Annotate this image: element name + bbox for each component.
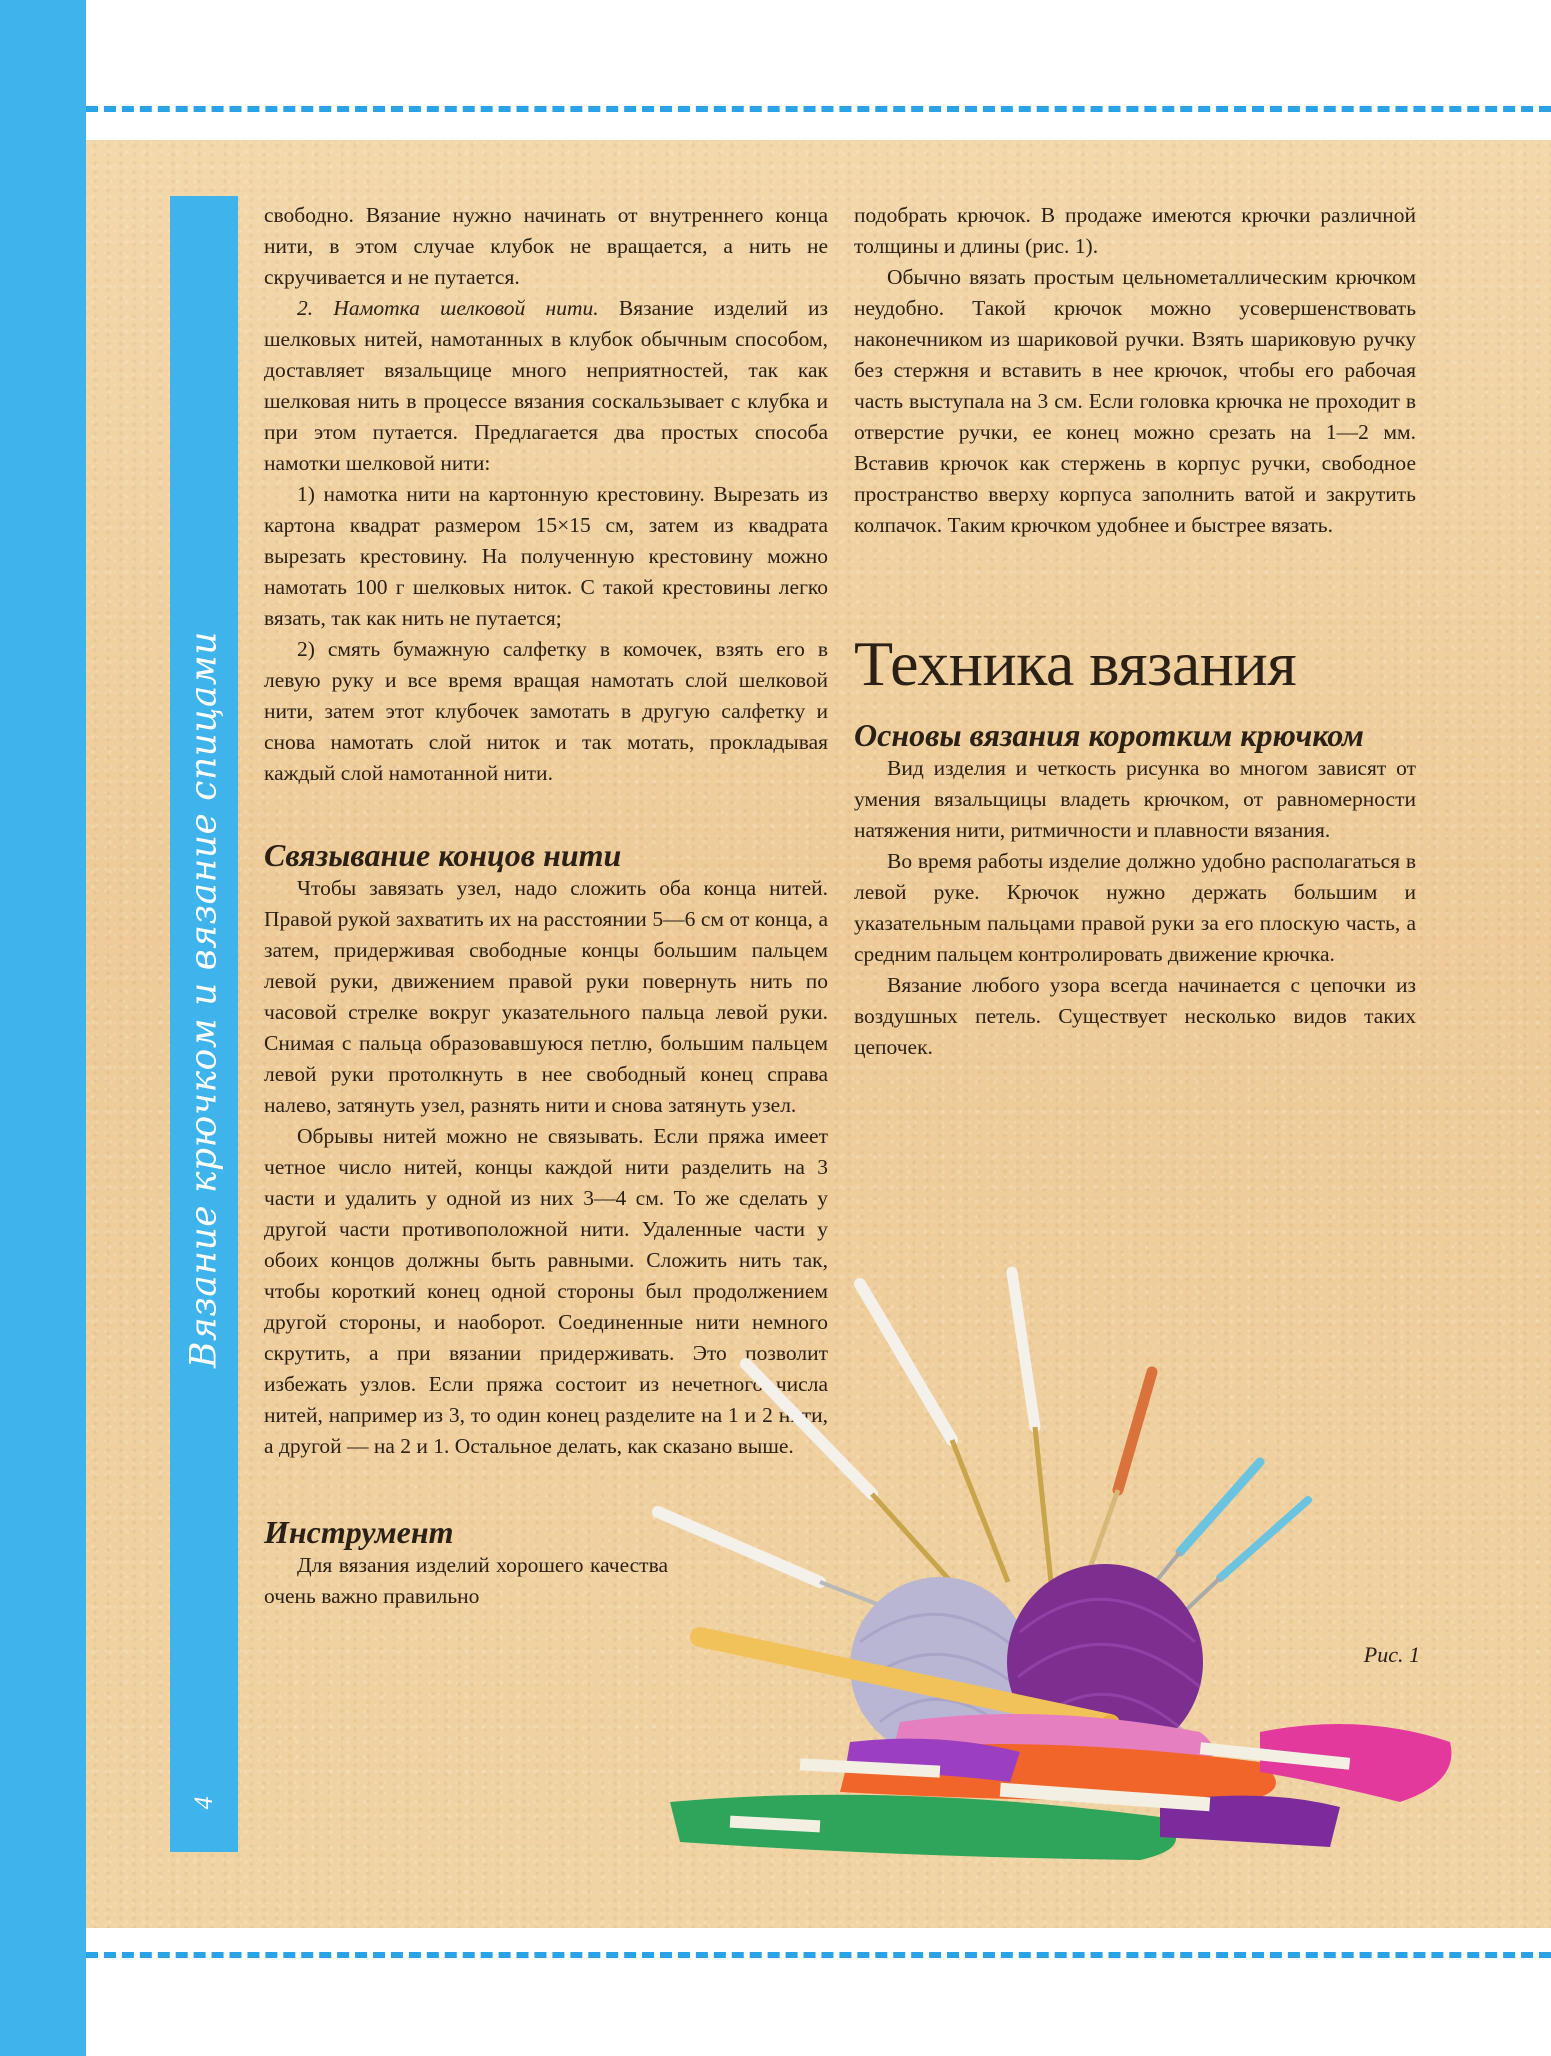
paragraph-basics-2: Во время работы изделие должно удобно располагаться в левой руке. Крючок нужно держать большим и указательным пальцами правой руки за его плоскую часть, а средним пальцем контролировать движение крючка. xyxy=(854,849,1416,966)
tying-2-text: Обрывы нитей можно не связывать. Если пряжа имеет четное число нитей, концы каждой нити разделить на 3 части и удалить у одной из них 3—4 см. То же сделать у другой части противоположной нити. Удаленные части у обоих концов должны быть равными. Сложить нить так, чтобы короткий конец одной стороны был продолжением другой стороны, и наоборот. Соединенные нити немного скрутить, а при вязании придерживать. Это позволит избежать узлов. Если пряжа состоит из нечетного числа нитей, например из 3, то один конец разделите на 1 и 2 нити, а другой — на 2 и 1. Остальное делать, как сказано выше. xyxy=(264,1124,828,1458)
paragraph-hook-1: подобрать крючок. В продаже имеются крючки различной толщины и длины (рис. 1). xyxy=(854,203,1416,258)
paragraph-intro: свободно. Вязание нужно начинать от внутреннего конца нити, в этом случае клубок не вращается, а нить не скручивается и не путается. xyxy=(264,203,828,289)
hook-white-3 xyxy=(746,1364,980,1614)
paragraph-tool: Для вязания изделий хорошего качества очень важно правильно xyxy=(264,1553,668,1608)
paragraph-hook-2: Обычно вязать простым цельнометаллическим крючком неудобно. Такой крючок можно усовершенствовать наконечником из шариковой ручки. Взять шариковую ручку без стержня и вставить в нее крючок, чтобы его рабочая часть выступала на 3 см. Если головка крючка не проходит в отверстие ручки, ее конец можно срезать на 1—2 мм. Вставив крючок как стержень в корпус ручки, свободное пространство вверху корпуса заполнить ватой и закрутить колпачок. Таким крючком удобнее и быстрее вязать. xyxy=(854,265,1416,537)
silk-label: 2. Намотка шелковой нити. xyxy=(297,296,599,320)
top-dashed-border xyxy=(86,106,1551,112)
bottom-dashed-border xyxy=(86,1952,1551,1958)
paragraph-basics-1: Вид изделия и четкость рисунка во многом зависят от умения вязальщицы владеть крючком, от равномерности натяжения нити, ритмичности и плавности вязания. xyxy=(854,756,1416,842)
paragraph-method-1: 1) намотка нити на картонную крестовину. Вырезать из картона квадрат размером 15×15 см, затем из квадрата вырезать крестовину. На полученную крестовину можно намотать 100 г шелковых ниток. С такой крестовины легко вязать, так как нить не путается; xyxy=(264,482,828,630)
crochet-hooks-illustration xyxy=(640,1262,1470,1862)
section-title: Техника вязания xyxy=(854,628,1297,699)
page-number: 4 xyxy=(189,1796,218,1810)
running-title: Вязание крючком и вязание спицами xyxy=(183,631,225,1369)
heading-basics: Основы вязания коротким крючком xyxy=(854,717,1364,753)
right-column xyxy=(854,200,1416,1063)
sidebar-strip xyxy=(0,0,86,2056)
hook-white-1 xyxy=(860,1284,1008,1582)
floss-skeins xyxy=(670,1714,1451,1860)
figure-caption: Рис. 1 xyxy=(1363,1642,1420,1667)
hook-white-2 xyxy=(1012,1272,1052,1592)
paragraph-tying-1: Чтобы завязать узел, надо сложить оба конца нитей. Правой рукой захватить их на расстоянии 5—6 см от конца, а затем, придерживая свободные концы большим пальцем левой руки, движением правой руки повернуть нить по часовой стрелке вокруг указательного пальца левой руки. Снимая с пальца образовавшуюся петлю, большим пальцем левой руки протолкнуть в нее свободный конец справа налево, затянуть узел, разнять нити и снова затянуть узел. xyxy=(264,876,828,1117)
paragraph-silk xyxy=(264,293,828,479)
paragraph-method-2: 2) смять бумажную салфетку в комочек, взять его в левую руку и все время вращая намотать слой шелковой нити, затем этот клубочек замотать в другую салфетку и снова намотать слой ниток и так мотать, прокладывая каждый слой намотанной нити. xyxy=(264,637,828,785)
heading-tool: Инструмент xyxy=(264,1514,454,1550)
silk-text: Вязание изделий из шелковых нитей, намотанных в клубок обычным способом, доставляет вязальщице много неприятностей, так как шелковая нить в процессе вязания соскальзывает с клубка и при этом путается. Предлагается два простых способа намотки шелковой нити: xyxy=(264,296,829,475)
paragraph-basics-3: Вязание любого узора всегда начинается с цепочки из воздушных петель. Существует несколько видов таких цепочек. xyxy=(854,973,1416,1059)
heading-tying-ends: Связывание концов нити xyxy=(264,837,622,873)
